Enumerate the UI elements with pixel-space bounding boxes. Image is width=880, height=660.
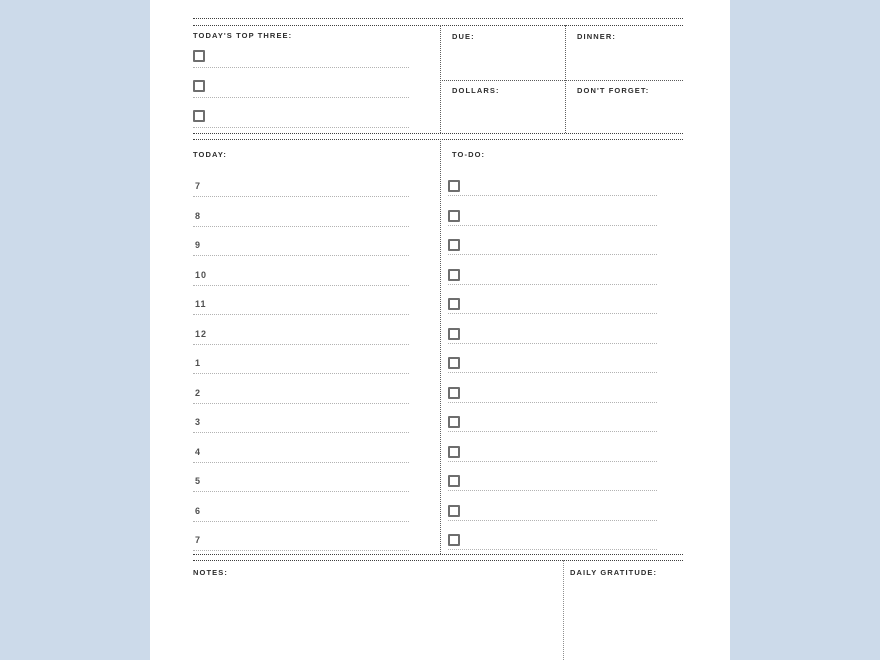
mid-double-rule-1 [193, 133, 683, 134]
bottom-double-rule-2 [193, 560, 683, 561]
writing-line [448, 343, 657, 344]
hour-label: 9 [195, 240, 202, 250]
todo-row [448, 446, 657, 462]
writing-line [193, 127, 409, 128]
schedule-row [193, 447, 409, 463]
checkbox-icon [448, 475, 460, 487]
hour-label: 5 [195, 476, 202, 486]
todo-row [448, 475, 657, 491]
checkbox-icon [193, 50, 205, 62]
schedule-row [193, 535, 409, 551]
todo-row [448, 239, 657, 255]
writing-line [448, 520, 657, 521]
hour-label: 7 [195, 181, 202, 191]
writing-line [448, 431, 657, 432]
top-three-label: TODAY'S TOP THREE: [193, 31, 293, 40]
writing-line [448, 402, 657, 403]
writing-line [448, 549, 657, 550]
mid-double-rule-2 [193, 139, 683, 140]
todo-row [448, 416, 657, 432]
checkbox-icon [448, 298, 460, 310]
hour-label: 4 [195, 446, 202, 457]
due-label: DUE: [452, 32, 475, 41]
todo-row [448, 298, 657, 314]
todo-row [448, 180, 657, 196]
schedule-todo-divider [440, 139, 441, 554]
writing-line [448, 490, 657, 491]
hour-label: 12 [195, 328, 208, 339]
top-grid-divider-middle [565, 25, 566, 133]
schedule-row [193, 506, 409, 522]
writing-line [448, 372, 657, 373]
hour-label: 2 [195, 387, 202, 398]
writing-line [193, 462, 409, 463]
schedule-row [193, 417, 409, 433]
notes-label: NOTES: [193, 568, 228, 577]
hour-label: 8 [195, 210, 202, 221]
hour-label: 7 [195, 535, 202, 545]
top-three-row [193, 80, 409, 98]
writing-line [193, 432, 409, 433]
todo-label: TO-DO: [452, 150, 486, 159]
writing-line [193, 344, 409, 345]
writing-line [193, 226, 409, 227]
checkbox-icon [193, 110, 205, 122]
checkbox-icon [448, 239, 460, 251]
checkbox-icon [193, 80, 205, 92]
writing-line [193, 314, 409, 315]
today-label: TODAY: [193, 150, 227, 159]
todo-row [448, 387, 657, 403]
writing-line [448, 225, 657, 226]
schedule-row [193, 270, 409, 286]
checkbox-icon [448, 387, 460, 399]
top-grid-divider-left [440, 25, 441, 133]
schedule-row [193, 181, 409, 197]
todo-row [448, 534, 657, 550]
writing-line [193, 521, 409, 522]
writing-line [193, 97, 409, 98]
top-double-rule-2 [193, 25, 683, 26]
gratitude-label: DAILY GRATITUDE: [570, 568, 658, 577]
writing-line [193, 491, 409, 492]
checkbox-icon [448, 210, 460, 222]
checkbox-icon [448, 416, 460, 428]
todo-row [448, 210, 657, 226]
top-three-row [193, 110, 409, 128]
planner-page [150, 0, 730, 660]
top-grid-divider-horizontal [440, 80, 683, 81]
checkbox-icon [448, 328, 460, 340]
writing-line [193, 403, 409, 404]
checkbox-icon [448, 269, 460, 281]
checkbox-icon [448, 505, 460, 517]
writing-line [193, 67, 409, 68]
writing-line [193, 255, 409, 256]
checkbox-icon [448, 180, 460, 192]
top-three-row [193, 50, 409, 68]
schedule-row [193, 299, 409, 315]
writing-line [448, 284, 657, 285]
writing-line [448, 313, 657, 314]
writing-line [193, 285, 409, 286]
writing-line [448, 195, 657, 196]
schedule-row [193, 211, 409, 227]
schedule-row [193, 358, 409, 374]
dollars-label: DOLLARS: [452, 86, 500, 95]
hour-label: 10 [195, 269, 208, 280]
writing-line [193, 373, 409, 374]
todo-row [448, 357, 657, 373]
todo-row [448, 269, 657, 285]
top-double-rule-1 [193, 18, 683, 19]
notes-gratitude-divider [563, 560, 564, 660]
schedule-row [193, 388, 409, 404]
todo-row [448, 505, 657, 521]
hour-label: 11 [195, 299, 207, 309]
writing-line [193, 196, 409, 197]
schedule-row [193, 329, 409, 345]
hour-label: 3 [195, 417, 202, 427]
checkbox-icon [448, 357, 460, 369]
checkbox-icon [448, 534, 460, 546]
bottom-double-rule-1 [193, 554, 683, 555]
writing-line [193, 550, 409, 551]
checkbox-icon [448, 446, 460, 458]
schedule-row [193, 476, 409, 492]
hour-label: 1 [195, 358, 202, 368]
dinner-label: DINNER: [577, 32, 616, 41]
schedule-row [193, 240, 409, 256]
writing-line [448, 461, 657, 462]
writing-line [448, 254, 657, 255]
hour-label: 6 [195, 505, 202, 516]
dont-forget-label: DON'T FORGET: [577, 86, 650, 95]
todo-row [448, 328, 657, 344]
